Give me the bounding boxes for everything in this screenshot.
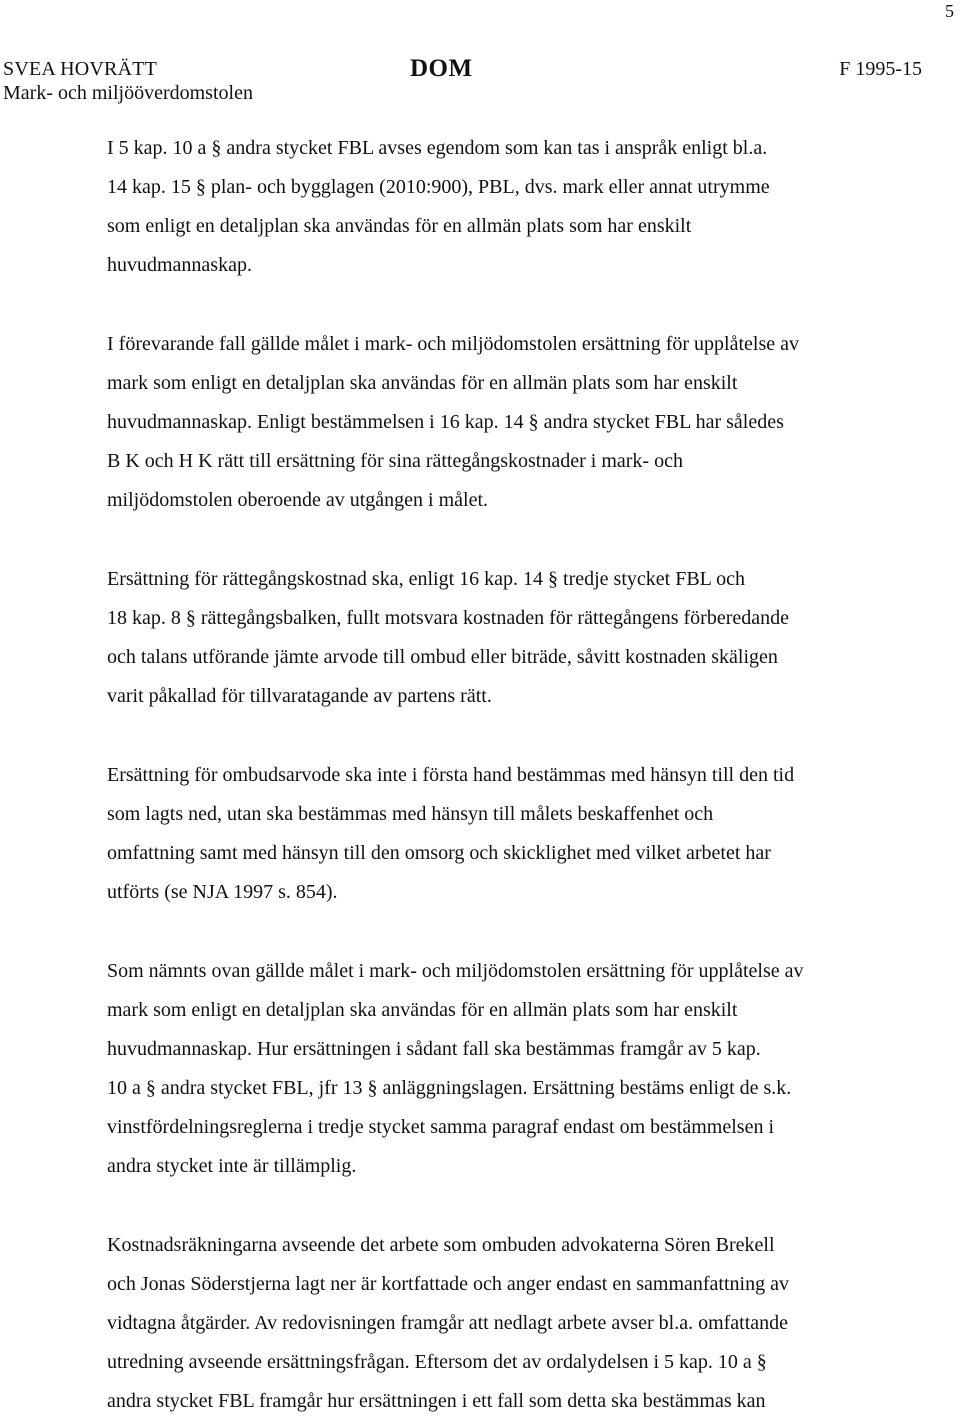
text-line: B K och H K rätt till ersättning för sina rättegångskostnader i mark- och <box>107 450 683 472</box>
text-line: 14 kap. 15 § plan- och bygglagen (2010:900), PBL, dvs. mark eller annat utrymme <box>107 176 770 198</box>
text-line: mark som enligt en detaljplan ska användas för en allmän plats som har enskilt <box>107 372 738 394</box>
text-line: vidtagna åtgärder. Av redovisningen framgår att nedlagt arbete avser bl.a. omfattande <box>107 1312 789 1334</box>
page-number: 5 <box>945 1 954 21</box>
text-line: som lagts ned, utan ska bestämmas med hänsyn till målets beskaffenhet och <box>107 803 714 825</box>
text-line: utförts (se NJA 1997 s. 854). <box>107 881 338 903</box>
paragraph <box>107 756 907 912</box>
case-number: F 1995-15 <box>839 58 922 80</box>
text-line: och Jonas Söderstjerna lagt ner är kortfattade och anger endast en sammanfattning av <box>107 1273 789 1295</box>
text-line: utredning avseende ersättningsfrågan. Eftersom det av ordalydelsen i 5 kap. 10 a § <box>107 1351 767 1373</box>
text-line: huvudmannaskap. Hur ersättningen i sådant fall ska bestämmas framgår av 5 kap. <box>107 1038 761 1060</box>
text-line: andra stycket inte är tillämplig. <box>107 1155 357 1177</box>
document-type: DOM <box>410 55 473 82</box>
document-header <box>0 55 960 108</box>
text-line: I förevarande fall gällde målet i mark- och miljödomstolen ersättning för upplåtelse av <box>107 333 799 355</box>
text-line: Som nämnts ovan gällde målet i mark- och miljödomstolen ersättning för upplåtelse av <box>107 960 804 982</box>
text-line: varit påkallad för tillvaratagande av partens rätt. <box>107 685 492 707</box>
text-line: 10 a § andra stycket FBL, jfr 13 § anläggningslagen. Ersättning bestäms enligt de s.k. <box>107 1077 792 1099</box>
text-line: Ersättning för ombudsarvode ska inte i första hand bestämmas med hänsyn till den tid <box>107 764 795 786</box>
paragraph <box>107 129 907 285</box>
paragraph <box>107 560 907 716</box>
text-line: huvudmannaskap. <box>107 254 252 276</box>
text-line: Ersättning för rättegångskostnad ska, enligt 16 kap. 14 § tredje stycket FBL och <box>107 568 746 590</box>
text-line: miljödomstolen oberoende av utgången i målet. <box>107 489 489 511</box>
text-line: omfattning samt med hänsyn till den omsorg och skicklighet med vilket arbetet har <box>107 842 771 864</box>
paragraph <box>107 1226 907 1421</box>
paragraph <box>107 952 907 1186</box>
text-line: I 5 kap. 10 a § andra stycket FBL avses egendom som kan tas i anspråk enligt bl.a. <box>107 137 768 159</box>
text-line: andra stycket FBL framgår hur ersättningen i ett fall som detta ska bestämmas kan <box>107 1390 766 1412</box>
text-line: 18 kap. 8 § rättegångsbalken, fullt motsvara kostnaden för rättegångens förberedande <box>107 607 789 629</box>
court-division: Mark- och miljööverdomstolen <box>3 82 253 104</box>
text-line: som enligt en detaljplan ska användas för en allmän plats som har enskilt <box>107 215 692 237</box>
text-line: huvudmannaskap. Enligt bestämmelsen i 16 kap. 14 § andra stycket FBL har således <box>107 411 784 433</box>
text-line: mark som enligt en detaljplan ska användas för en allmän plats som har enskilt <box>107 999 738 1021</box>
document-body <box>107 129 907 1421</box>
paragraph <box>107 325 907 520</box>
text-line: och talans utförande jämte arvode till ombud eller biträde, såvitt kostnaden skäligen <box>107 646 778 668</box>
court-name: SVEA HOVRÄTT <box>3 58 158 80</box>
text-line: vinstfördelningsreglerna i tredje stycket samma paragraf endast om bestämmelsen i <box>107 1116 775 1138</box>
text-line: Kostnadsräkningarna avseende det arbete som ombuden advokaterna Sören Brekell <box>107 1234 775 1256</box>
